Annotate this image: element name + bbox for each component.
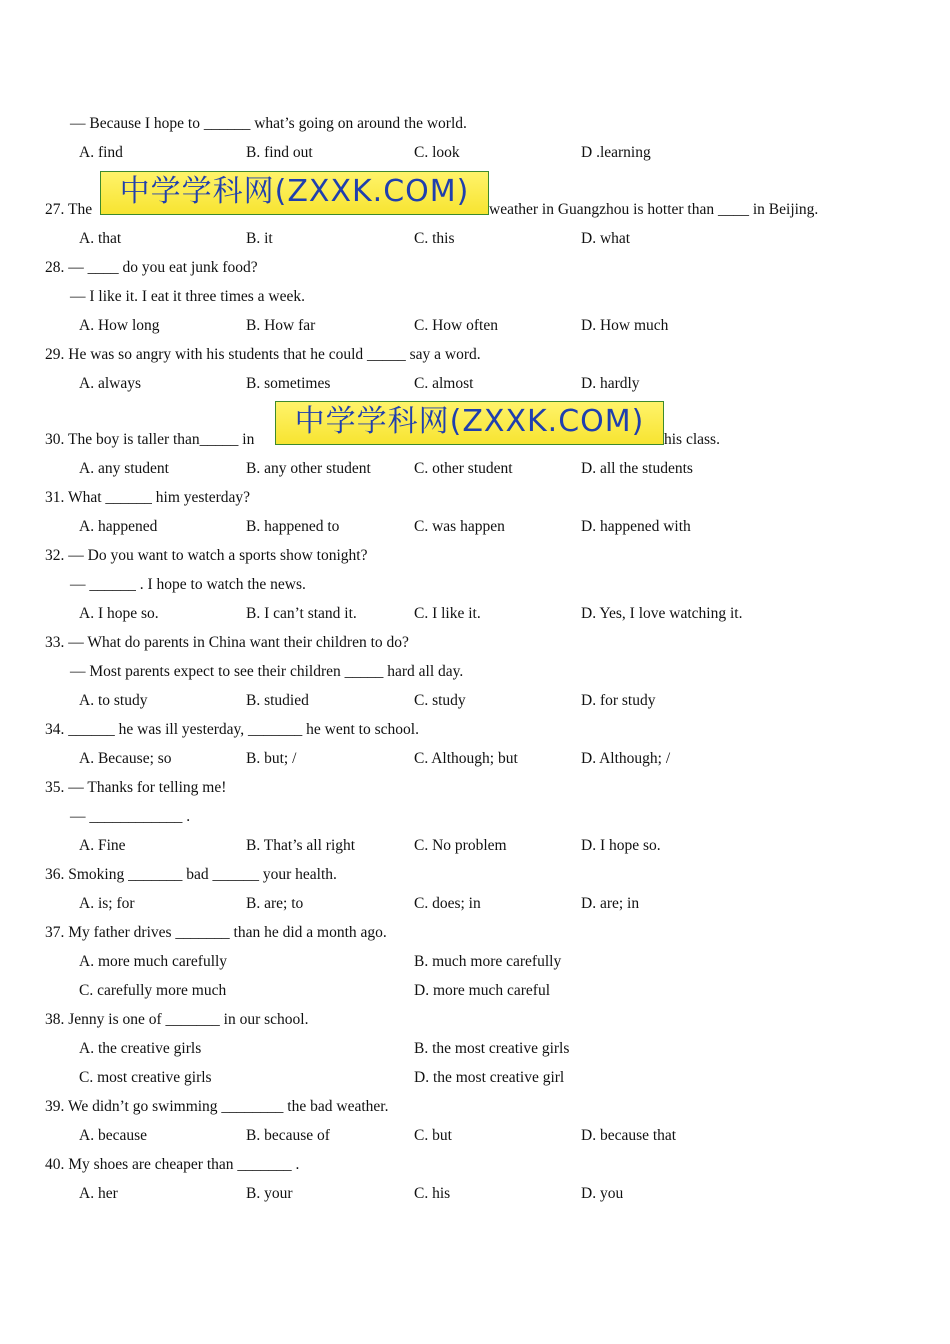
q38-option-a: A. the creative girls [79,1040,202,1057]
q33-line2: — Most parents expect to see their children _____ hard all day. [70,663,464,680]
q28-option-b: B. How far [246,317,316,334]
q26-line2: — Because I hope to ______ what’s going on around the world. [70,115,467,132]
q32-line2: — ______ . I hope to watch the news. [70,576,306,593]
q30-prefix: 30. The boy is taller than_____ in [45,431,255,448]
q31-option-d: D. happened with [581,518,691,535]
q33-option-d: D. for study [581,692,656,709]
q37-option-c: C. carefully more much [79,982,227,999]
q29-line1: 29. He was so angry with his students that he could _____ say a word. [45,346,481,363]
q26-option-c: C. look [414,144,460,161]
q37-option-b: B. much more carefully [414,953,562,970]
q27-prefix: 27. The [45,201,93,218]
q33-option-c: C. study [414,692,466,709]
q32-option-d: D. Yes, I love watching it. [581,605,743,622]
q27-option-a: A. that [79,230,122,247]
q36-option-d: D. are; in [581,895,640,912]
q36-option-b: B. are; to [246,895,304,912]
q34-option-d: D. Although; / [581,750,671,767]
q35-option-a: A. Fine [79,837,126,854]
q35-option-c: C. No problem [414,837,507,854]
q37-line1: 37. My father drives _______ than he did a month ago. [45,924,387,941]
q40-option-a: A. her [79,1185,118,1202]
q40-line1: 40. My shoes are cheaper than _______ . [45,1156,300,1173]
q34-line1: 34. ______ he was ill yesterday, _______ he went to school. [45,721,419,738]
q26-option-a: A. find [79,144,123,161]
q33-option-a: A. to study [79,692,148,709]
q36-option-c: C. does; in [414,895,481,912]
q35-option-b: B. That’s all right [246,837,356,854]
q35-line2: — ____________ . [70,808,191,825]
q39-line1: 39. We didn’t go swimming ________ the bad weather. [45,1098,389,1115]
q39-option-a: A. because [79,1127,147,1144]
q40-option-d: D. you [581,1185,624,1202]
q32-option-c: C. I like it. [414,605,481,622]
q40-option-c: C. his [414,1185,451,1202]
q32-line1: 32. — Do you want to watch a sports show tonight? [45,547,368,564]
q28-line2: — I like it. I eat it three times a week. [70,288,305,305]
q39-option-c: C. but [414,1127,452,1144]
q27-suffix: weather in Guangzhou is hotter than ____ in Beijing. [489,201,819,218]
q39-option-b: B. because of [246,1127,330,1144]
q35-line1: 35. — Thanks for telling me! [45,779,227,796]
q31-line1: 31. What ______ him yesterday? [45,489,251,506]
q33-option-b: B. studied [246,692,309,709]
q34-option-c: C. Although; but [414,750,518,767]
q31-option-c: C. was happen [414,518,505,535]
q30-option-c: C. other student [414,460,513,477]
q28-line1: 28. — ____ do you eat junk food? [45,259,258,276]
q37-option-a: A. more much carefully [79,953,228,970]
q37-option-d: D. more much careful [414,982,550,999]
q27-option-c: C. this [414,230,455,247]
q27-option-d: D. what [581,230,631,247]
q30-option-d: D. all the students [581,460,693,477]
q30-option-a: A. any student [79,460,169,477]
q30-suffix: his class. [664,431,720,448]
q35-option-d: D. I hope so. [581,837,661,854]
q38-option-b: B. the most creative girls [414,1040,570,1057]
q28-option-c: C. How often [414,317,498,334]
q38-option-d: D. the most creative girl [414,1069,565,1086]
q28-option-a: A. How long [79,317,160,334]
q29-option-a: A. always [79,375,141,392]
q27-option-b: B. it [246,230,273,247]
q38-line1: 38. Jenny is one of _______ in our school. [45,1011,309,1028]
q32-option-a: A. I hope so. [79,605,159,622]
q38-option-c: C. most creative girls [79,1069,212,1086]
watermark-logo-2: 中学学科网(ZXXK.COM) [275,401,664,445]
q40-option-b: B. your [246,1185,293,1202]
q26-option-d: D .learning [581,144,651,161]
watermark-logo: 中学学科网(ZXXK.COM) [100,171,489,215]
q39-option-d: D. because that [581,1127,677,1144]
q34-option-a: A. Because; so [79,750,172,767]
q33-line1: 33. — What do parents in China want their children to do? [45,634,409,651]
q30-option-b: B. any other student [246,460,371,477]
q28-option-d: D. How much [581,317,669,334]
q29-option-c: C. almost [414,375,474,392]
q34-option-b: B. but; / [246,750,297,767]
q29-option-d: D. hardly [581,375,640,392]
q36-option-a: A. is; for [79,895,135,912]
q29-option-b: B. sometimes [246,375,331,392]
q26-option-b: B. find out [246,144,313,161]
q32-option-b: B. I can’t stand it. [246,605,357,622]
q31-option-a: A. happened [79,518,158,535]
q31-option-b: B. happened to [246,518,340,535]
q36-line1: 36. Smoking _______ bad ______ your health. [45,866,337,883]
